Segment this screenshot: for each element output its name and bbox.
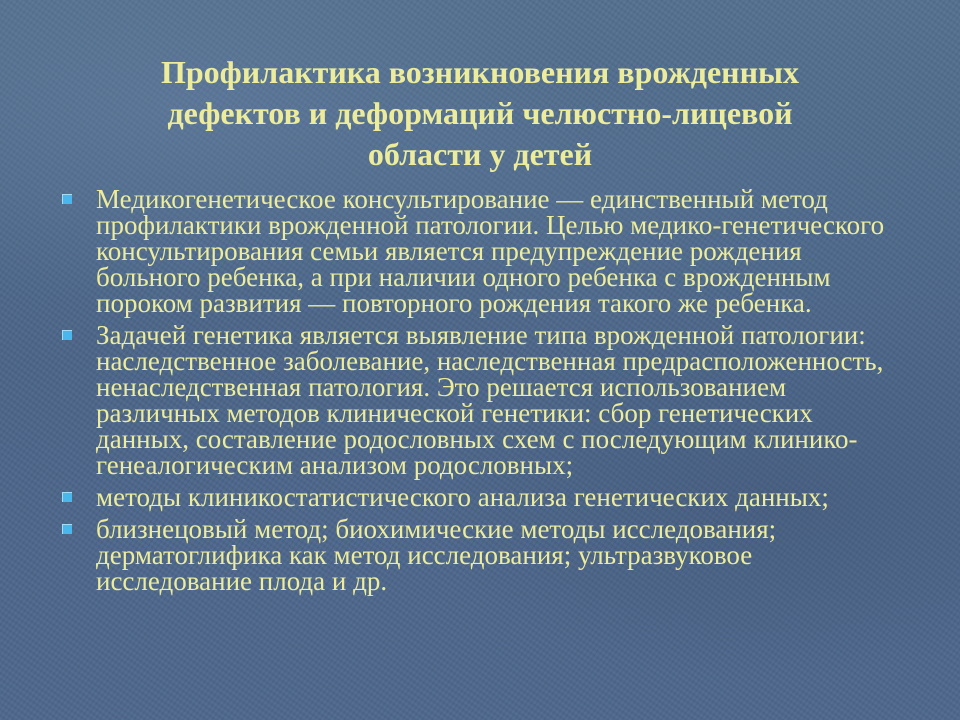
bullet-text: Медикогенетическое консультирование — единственный метод профилактики врожденной патологии. Целью медико-генетического консультирования семьи является предупреждение рождения больного ребенка, а при наличии одного ребенка с врожденным пороком развития — повторного рождения такого же ребенка.: [96, 184, 885, 318]
slide-title: Профилактика возникновения врожденных дефектов и деформаций челюстно-лицевой области у детей: [160, 54, 800, 172]
list-item: [62, 322, 912, 478]
list-item: [62, 186, 912, 316]
bullet-text: методы клиникостатистического анализа генетических данных;: [96, 482, 829, 512]
list-item: [62, 516, 912, 594]
bullet-text: близнецовый метод; биохимические методы исследования; дерматоглифика как метод исследования; ультразвуковое исследование плода и др.: [96, 514, 777, 596]
square-bullet-icon: [62, 330, 72, 340]
bullet-list: [62, 186, 912, 600]
bullet-text: Задачей генетика является выявление типа врожденной патологии: наследственное заболевание, наследственная предрасположенность, ненаследственная патология. Это решается использованием различных методов клинической генетики: сбор генетических данных, составление родословных схем с последующим клинико-генеалогическим анализом родословных;: [96, 320, 884, 480]
square-bullet-icon: [62, 194, 72, 204]
square-bullet-icon: [62, 524, 72, 534]
list-item: [62, 484, 912, 510]
square-bullet-icon: [62, 492, 72, 502]
